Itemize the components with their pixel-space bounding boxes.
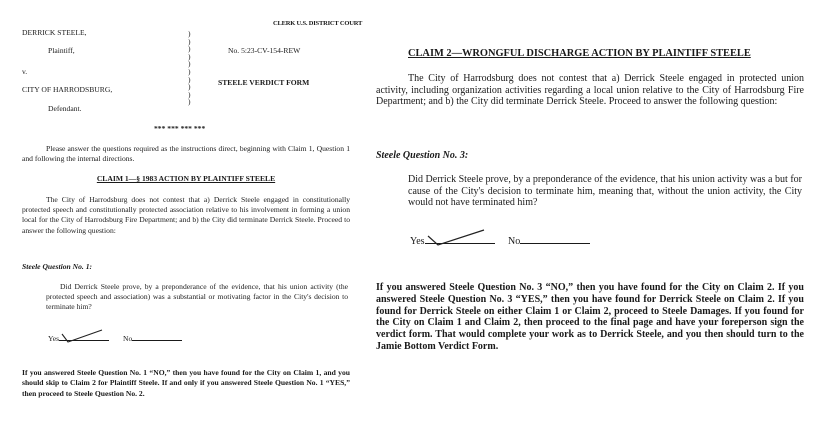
claim2-heading: CLAIM 2—WRONGFUL DISCHARGE ACTION BY PLAINTIFF STEELE: [408, 48, 751, 59]
question1-directions: If you answered Steele Question No. 1 “NO,” then you have found for the City on Claim 1, and you should skip to Claim 2 for Plaintiff Steele. If and only if you answered Steele Question No. 1 “YES,” then proceed to Steele Question No. 2.: [22, 368, 350, 398]
question3-text: Did Derrick Steele prove, by a preponderance of the evidence, that his union activity was a but for cause of the City's decision to terminate him, meaning that, without the union activity, the City would not have terminated him?: [408, 174, 802, 209]
q3-yes-label: Yes: [410, 236, 425, 247]
question1-label: Steele Question No. 1:: [22, 262, 93, 271]
q3-no-label: No: [508, 236, 521, 247]
instructions-paragraph: Please answer the questions required as the instructions direct, beginning with Claim 1, Question 1 and following the internal directions.: [22, 144, 350, 163]
q1-yes-label: Yes: [48, 334, 60, 343]
q3-no-blank[interactable]: [520, 243, 590, 244]
q1-no-option[interactable]: [123, 334, 182, 343]
case-number: No. 5:23-CV-154-REW: [228, 46, 301, 55]
clerk-stamp: CLERK U.S. DISTRICT COURT: [273, 20, 363, 27]
question1-text: Did Derrick Steele prove, by a preponderance of the evidence, that his union activity (the protected speech and association) was a substantial or motivating factor in the City's decision to terminate him?: [46, 282, 348, 312]
separator: *** *** *** ***: [154, 124, 206, 133]
q3-yes-checkmark-icon: [426, 228, 488, 248]
q3-no-option[interactable]: [508, 236, 590, 247]
question3-directions: If you answered Steele Question No. 3 “NO,” then you have found for the City on Claim 2. If you answered Steele Question No. 3 “YES,” then you have found for Derrick Steele on Claim 2. If you found for Derrick Steele on either Claim 1 or Claim 2, proceed to Steele Damages. If you found for the City on Claim 1 and Claim 2, then proceed to the final page and have your foreperson sign the verdict form. That would complete your work as to Derrick Steele, and you then should turn to the Jamie Bottom Verdict Form.: [376, 282, 804, 352]
versus-label: v.: [22, 67, 28, 76]
defendant-role: Defendant.: [48, 104, 82, 113]
claim2-paragraph: The City of Harrodsburg does not contest that a) Derrick Steele engaged in protected union activity, including organization activities regarding a local union relative to the City of Harrodsburg Fire Department; and b) the City did terminate Derrick Steele. Proceed to answer the following question:: [376, 73, 804, 108]
defendant-name: CITY OF HARRODSBURG,: [22, 85, 113, 94]
claim1-heading: CLAIM 1—§ 1983 ACTION BY PLAINTIFF STEELE: [96, 174, 276, 183]
plaintiff-name: DERRICK STEELE,: [22, 28, 87, 37]
plaintiff-role: Plaintiff,: [48, 46, 75, 55]
q1-no-blank[interactable]: [132, 340, 182, 341]
form-title: STEELE VERDICT FORM: [218, 78, 310, 87]
q1-no-label: No: [123, 334, 133, 343]
claim1-paragraph: The City of Harrodsburg does not contest that a) Derrick Steele engaged in constitutionally protected speech and constitutionally protected association relative to his involvement in forming a union local for the City of Harrodsburg Fire Department; and b) the City did terminate Derrick Steele. Proceed to answer the following question:: [22, 195, 350, 235]
q1-yes-checkmark-icon: [60, 327, 104, 345]
caption-parentheses: ) ) ) ) ) ) ) ) ) ): [188, 29, 191, 107]
question3-label: Steele Question No. 3:: [376, 150, 469, 161]
